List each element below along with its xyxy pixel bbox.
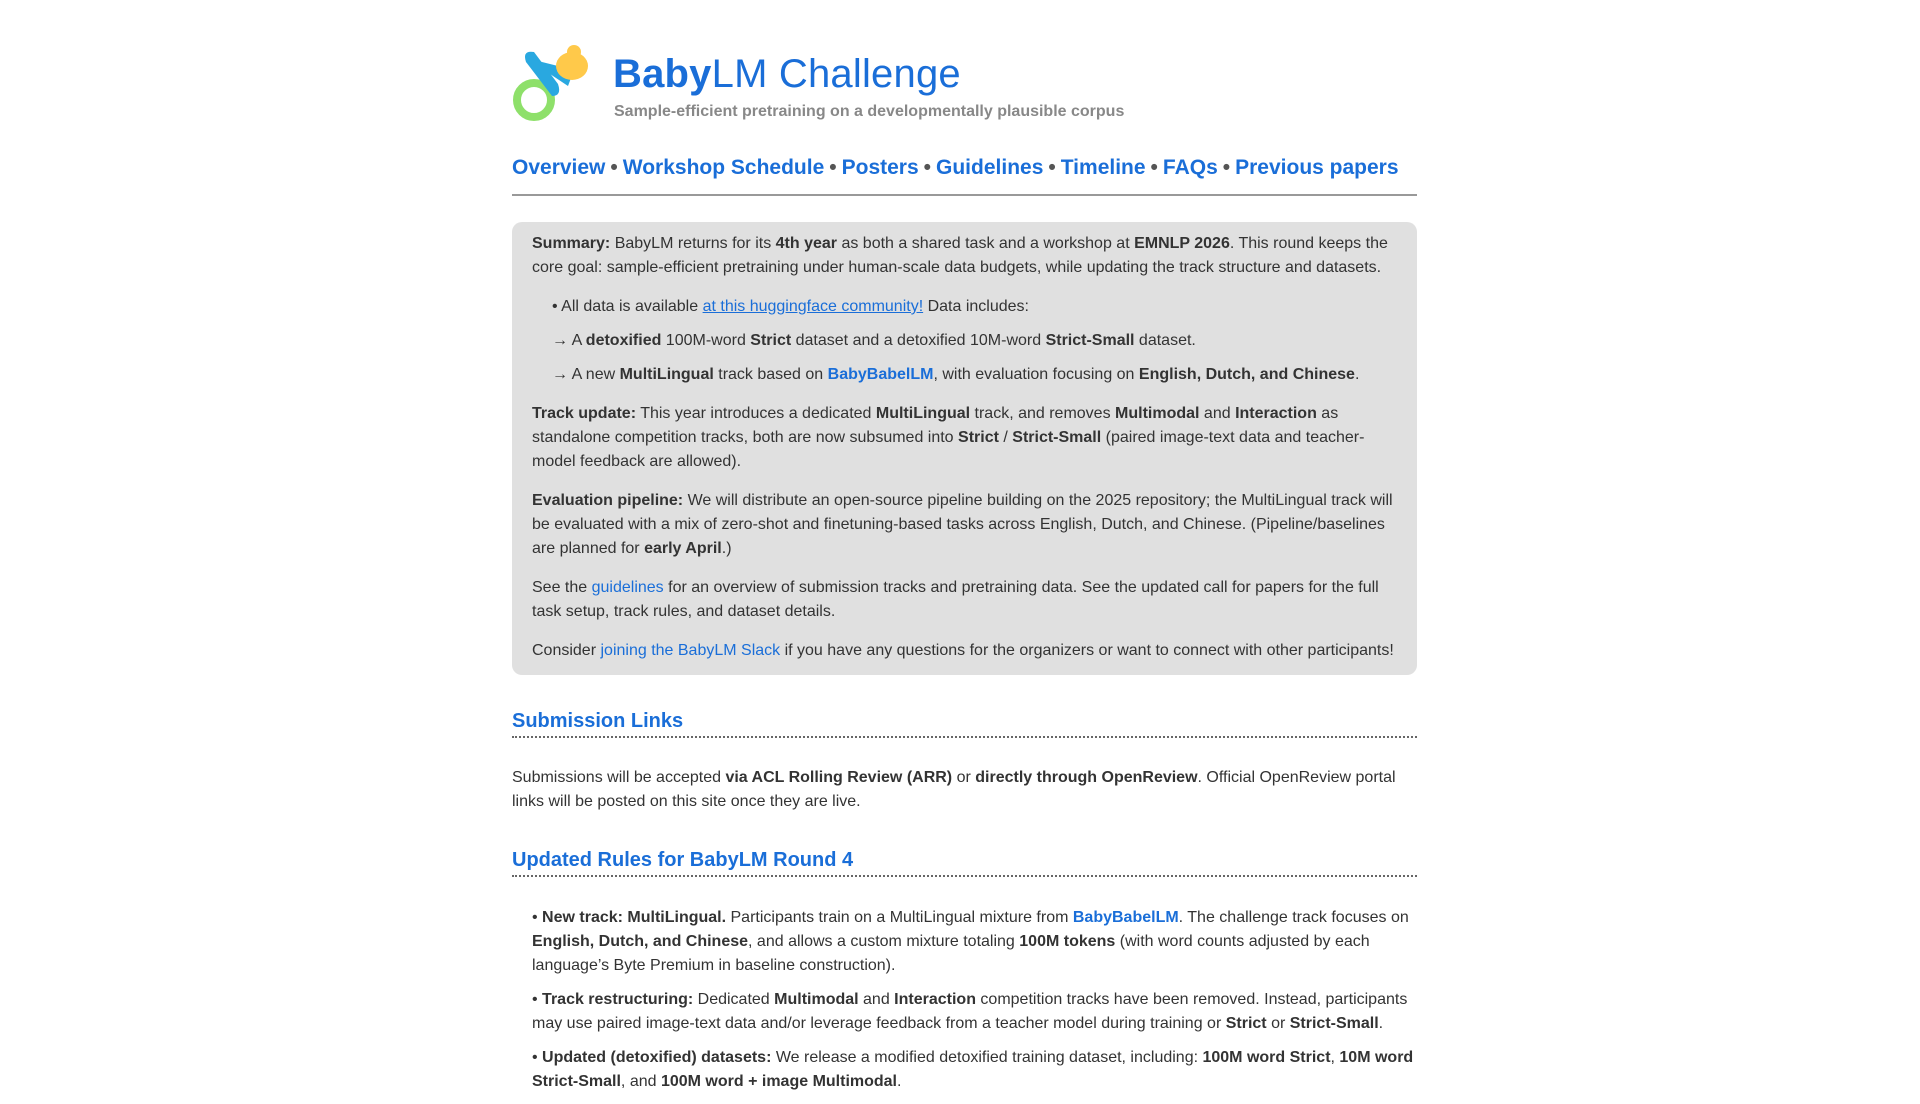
nav-timeline[interactable]: Timeline (1060, 156, 1146, 179)
data-availability-item: • All data is available at this huggingface community! Data includes: (552, 298, 1029, 315)
nav-previous-papers[interactable]: Previous papers (1235, 156, 1399, 179)
summary-box (512, 222, 1417, 675)
site-header (512, 38, 1417, 128)
nav-separator: • (829, 156, 837, 179)
babybabellm-link[interactable]: BabyBabelLM (1072, 909, 1179, 926)
slack-paragraph: Consider joining the BabyLM Slack if you have any questions for the organizers or want to connect with other participants! (532, 642, 1394, 659)
rule-detoxified-datasets: • Updated (detoxified) datasets: We release a modified detoxified training dataset, including: 100M word Strict, 10M word Strict-Small, and 100M word + image Multimodal. (532, 1049, 1414, 1090)
detoxified-dataset-item: → A detoxified 100M-word Strict dataset and a detoxified 10M-word Strict-Small dataset. (552, 332, 1196, 349)
rules-list (532, 906, 1417, 1104)
nav-guidelines[interactable]: Guidelines (936, 156, 1044, 179)
submission-links-heading: Submission Links (512, 710, 1417, 738)
updated-rules-heading: Updated Rules for BabyLM Round 4 (512, 849, 1417, 877)
nav-posters[interactable]: Posters (841, 156, 919, 179)
nav-separator: • (1048, 156, 1056, 179)
nav-faqs[interactable]: FAQs (1162, 156, 1218, 179)
site-title: BabyLM Challenge (613, 52, 961, 96)
evaluation-pipeline-paragraph: Evaluation pipeline: We will distribute an open-source pipeline building on the 2025 repository; the MultiLingual track will be evaluated with a mix of zero-shot and finetuning-based tasks across English, Dutch, and Chinese. (Pipeline/baselines are planned for early April.) (532, 492, 1393, 557)
main-nav (512, 156, 1417, 196)
nav-separator: • (610, 156, 618, 179)
pacifier-icon[interactable] (512, 40, 596, 124)
nav-separator: • (923, 156, 932, 179)
nav-separator: • (1150, 156, 1158, 179)
page (512, 38, 1417, 1090)
track-update-paragraph: Track update: This year introduces a dedicated MultiLingual track, and removes Multimodal and Interaction as standalone competition tracks, both are now subsumed into Strict / Strict-Small (paired image-text data and teacher-model feedback are allowed). (532, 405, 1365, 470)
rule-track-restructuring: • Track restructuring: Dedicated Multimodal and Interaction competition tracks have been removed. Instead, participants may use paired image-text data and/or leverage feedback from a teacher model during training or Strict or Strict-Small. (532, 991, 1408, 1032)
babybabellm-link[interactable]: BabyBabelLM (827, 366, 934, 383)
nav-workshop-schedule[interactable]: Workshop Schedule (622, 156, 825, 179)
nav-overview[interactable]: Overview (512, 156, 606, 179)
summary-paragraph: Summary: BabyLM returns for its 4th year as both a shared task and a workshop at EMNLP 2026. This round keeps the core goal: sample-efficient pretraining under human-scale data budgets, while updating the track structure and datasets. (532, 235, 1388, 276)
huggingface-community-link[interactable]: at this huggingface community! (702, 298, 924, 315)
multilingual-track-item: → A new MultiLingual track based on BabyBabelLM, with evaluation focusing on English, Dutch, and Chinese. (552, 366, 1360, 383)
guidelines-paragraph: See the guidelines for an overview of submission tracks and pretraining data. See the updated call for papers for the full task setup, track rules, and dataset details. (532, 579, 1379, 620)
slack-link[interactable]: joining the BabyLM Slack (600, 642, 781, 659)
nav-separator: • (1222, 156, 1231, 179)
submission-paragraph: Submissions will be accepted via ACL Rolling Review (ARR) or directly through OpenReview. Official OpenReview portal links will be posted on this site once they are live. (512, 769, 1396, 810)
site-subtitle: Sample-efficient pretraining on a developmentally plausible corpus (614, 103, 1125, 120)
guidelines-link[interactable]: guidelines (591, 579, 664, 596)
rule-new-track: • New track: MultiLingual. Participants train on a MultiLingual mixture from BabyBabelLM. The challenge track focuses on English, Dutch, and Chinese, and allows a custom mixture totaling 100M tokens (with word counts adjusted by each language’s Byte Premium in baseline construction). (532, 909, 1409, 974)
